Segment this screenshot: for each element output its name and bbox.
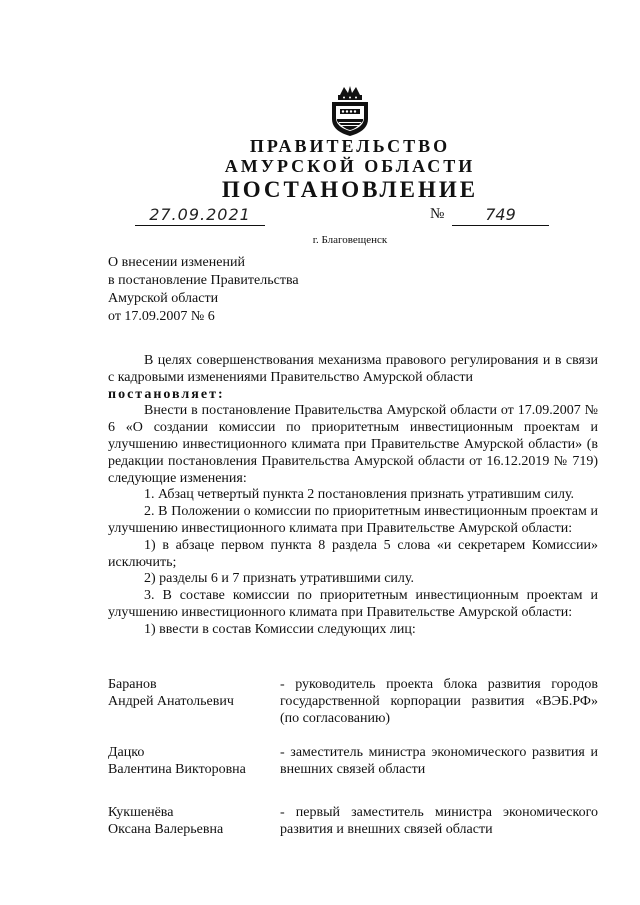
member-position: - руководитель проекта блока развития городов государственной корпорации развития «ВЭБ.РФ» (по согласованию)	[280, 677, 598, 726]
paragraph: 3. В составе комиссии по приоритетным инвестиционным проектам и улучшению инвестиционного климата при Правительстве Амурской области:	[108, 588, 598, 620]
member-surname: Кукшенёва	[108, 805, 174, 820]
document-number: 749	[452, 205, 549, 226]
member-name	[108, 804, 280, 838]
subject-line: в постановление Правительства	[108, 273, 299, 288]
member-position: - первый заместитель министра экономического развития и внешних связей области	[280, 805, 598, 837]
coat-of-arms-icon	[326, 85, 374, 137]
organization-name-line2: АМУРСКОЙ ОБЛАСТИ	[224, 156, 476, 176]
document-subject	[108, 254, 299, 326]
document-type: ПОСТАНОВЛЕНИЕ	[221, 177, 479, 202]
document-date: 27.09.2021	[135, 205, 265, 226]
member-surname: Баранов	[108, 677, 157, 692]
resolves-word: постановляет:	[108, 386, 225, 402]
member-given-names: Оксана Валерьевна	[108, 822, 224, 837]
paragraph: 1) ввести в состав Комиссии следующих лиц:	[144, 621, 416, 637]
paragraph: 1) в абзаце первом пункта 8 раздела 5 слова «и секретарем Комиссии» исключить;	[108, 537, 598, 570]
paragraph: Внести в постановление Правительства Амурской области от 17.09.2007 № 6 «О создании комиссии по приоритетным инвестиционным проектам и улучшению инвестиционного климата при Правительстве Амурской области» (в редакции постановления Правительства Амурской области от 16.12.2019 № 719) следующие изменения:	[108, 403, 598, 486]
member-given-names: Валентина Викторовна	[108, 762, 246, 777]
document-body	[108, 353, 598, 639]
subject-line: О внесении изменений	[108, 255, 245, 270]
paragraph: 2. В Положении о комиссии по приоритетным инвестиционным проектам и улучшению инвестиционного климата при Правительстве Амурской области:	[108, 504, 598, 536]
member-row	[108, 804, 600, 838]
member-given-names: Андрей Анатольевич	[108, 694, 234, 709]
member-name	[108, 676, 280, 727]
member-surname: Дацко	[108, 745, 145, 760]
city: г. Благовещенск	[312, 234, 388, 246]
member-position: - заместитель министра экономического развития и внешних связей области	[280, 745, 598, 777]
organization-name-line1: ПРАВИТЕЛЬСТВО	[249, 136, 451, 156]
subject-line: Амурской области	[108, 291, 219, 306]
intro-paragraph: В целях совершенствования механизма правового регулирования и в связи с кадровыми изменениями Правительство Амурской области	[108, 353, 598, 385]
member-name	[108, 744, 280, 778]
number-label: №	[430, 206, 445, 222]
subject-line: от 17.09.2007 № 6	[108, 309, 215, 324]
paragraph: 2) разделы 6 и 7 признать утратившими силу.	[144, 571, 415, 587]
member-row	[108, 676, 600, 727]
paragraph: 1. Абзац четвертый пункта 2 постановления признать утратившим силу.	[144, 487, 575, 503]
member-row	[108, 744, 600, 778]
